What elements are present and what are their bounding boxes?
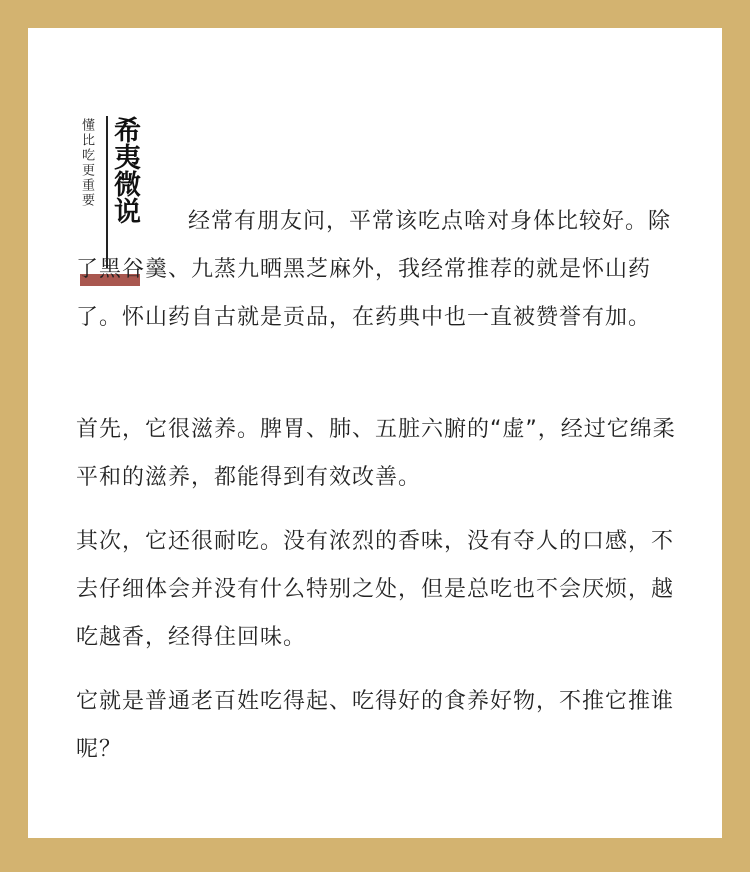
paragraph-intro: 经常有朋友问，平常该吃点啥对身体比较好。除了黑谷羹、九蒸九晒黑芝麻外，我经常推荐的就是怀山药了。怀山药自古就是贡品，在药典中也一直被赞誉有加。: [76, 209, 672, 330]
brand-title: 希夷微说: [109, 116, 140, 224]
article-card: [28, 28, 722, 838]
brand-subtitle: 懂比吃更重要: [79, 118, 94, 208]
paragraph-nourishing: 首先，它很滋养。脾胃、肺、五脏六腑的“虚”，经过它绵柔平和的滋养，都能得到有效改善。: [76, 417, 676, 490]
paragraph-durable: 其次，它还很耐吃。没有浓烈的香味，没有夺人的口感，不去仔细体会并没有什么特别之处，但是总吃也不会厌烦，越吃越香，经得住回味。: [76, 529, 675, 650]
paragraph-conclusion: 它就是普通老百姓吃得起、吃得好的食养好物，不推它推谁呢？: [76, 689, 675, 762]
